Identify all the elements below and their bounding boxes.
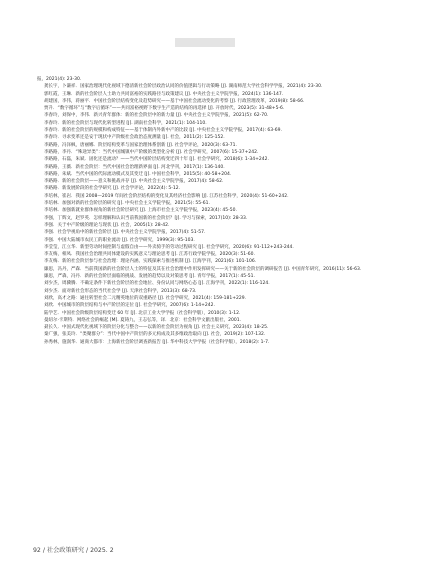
reference-list <box>37 76 390 346</box>
reference-item: 孙秀林，施润华．通商大都市：上海新社会阶层调查新报告 [J]. 华中科技大学学报（社会科学版），2018(2): 1-7. <box>44 339 270 345</box>
reference-item: 李路路，朱斌．当代中国的代际流动模式及其变迁 [J]. 中国社会科学，2015(5): 40-58+204. <box>44 171 232 177</box>
journal-issue: 2025. 2 <box>90 547 114 554</box>
reference-item: 陆学艺．中国社会阶级阶层结构变迁 60 年 [J]. 北京工业大学学报（社会科学版），2010(3): 1-12. <box>44 310 241 316</box>
reference-item: 聂长久．中国式现代化视域下的阶层分化与整合——以新的社会阶层为视角 [J]. 社会主义研究，2023(4): 18-25. <box>44 325 269 331</box>
reference-item: 胡建国，李伟，蒋丽平．中国社会阶层结构变化及趋势研究——基于中国社会流动变化的考察 [J]. 行政管理改革，2019(8): 58-66. <box>44 98 305 104</box>
reference-item: 李路路．新发展阶段的社会学研究 [J]. 社会学评论，2022(4): 5-12. <box>44 186 181 192</box>
page-footer <box>33 545 114 554</box>
reference-item: 刘少杰．面对新社会形态的当代社会学 [J]. 天津社会科学，2013(3): 68-73. <box>44 288 197 294</box>
reference-item: 报，2021(4): 23-30. <box>37 77 82 82</box>
reference-item: 李春玲．新的社会阶层与现代化转型进程 [J]. 湖南社会科学，2021(1): 104-110. <box>44 120 207 126</box>
reference-item: 秦广强，张美玲．“类聚群分”：当代中国中产阶层的多元构成及其多维政治取向 [J]. 社会，2019(2): 107-132. <box>44 332 266 338</box>
reference-item: 李培林．加强对新的社会阶层的研究 [J]. 中央社会主义学院学报，2021(5): 55-61. <box>44 201 210 207</box>
reference-item: 李路路，王薇．新社会阶层：当代中国社会治理新界面 [J]. 河北学刊，2017(1): 136-140. <box>44 164 225 170</box>
reference-item: 李春玲．新的社会阶层的规模和构成特征——基于体制内外新中产的比较 [J]. 中央社会主义学院学报，2017(4): 63-69. <box>44 128 282 134</box>
footer-separator: / <box>86 547 91 554</box>
references-section <box>37 76 390 346</box>
reference-item: 李强．社会学视角中的新社会阶层 [J]. 中央社会主义学院学报，2017(4): 51-57. <box>44 230 206 236</box>
reference-item: 李强，丁辉文，赵罗英．怎样理解和认识当前我国新的社会阶层？[J]. 学习与探索，2017(10): 28-33. <box>44 215 248 221</box>
reference-item: 李友梅．新的社会阶层参与社会治理：理论内涵、实践探索与推进机制 [J]. 江海学刊，2021(6): 101-106. <box>44 259 257 265</box>
reference-item: 李培林．加强新就业群体视角的新社会阶层研究 [J]. 上海市社会主义学院学报，2023(4): 45-50. <box>44 208 237 214</box>
page-number: 92 <box>33 547 41 554</box>
reference-item: 郭红霞，王琳．新的社会阶层人士助力共同富裕的实践路径与政策建议 [J]. 中央社会主义学院学报，2024(1): 136-147. <box>44 91 284 97</box>
reference-item: 廉思，冯丹，严森．当前我国新的社会阶层人士的特征及其在社会治理中作用发挥研究——关于新的社会阶层的调研报告 [J]. 中国青年研究，2016(11): 56-63. <box>44 266 362 272</box>
reference-item: 曼纽尔·卡斯特．网络社会的崛起 [M]. 夏铸九，王志弘等，译．北京：社会科学文献出版社，2001. <box>44 317 241 323</box>
reference-item: 李培林，崔岩．我国 2008—2019 年间社会阶层结构的变化及其经济社会影响 [J]. 江苏社会科学，2020(4): 51-60+242. <box>44 193 289 199</box>
reference-item: 李莹莹，江立华．新型劳动时间控制与虚假自由——外卖骑手的劳动过程研究 [J]. 社会学研究，2020(6): 91-112+243-244. <box>44 244 294 250</box>
reference-item: 刘欣．中国城市的阶层结构与中产阶层的定位 [J]. 社会学研究，2007(6): 1-14+242. <box>44 303 215 309</box>
header-bar <box>175 38 235 47</box>
reference-item: 李路路．新的社会阶层——意义和挑战并存 [J]. 中央社会主义学院学报，2017(4): 58-62. <box>44 179 224 185</box>
reference-item: 李强．关于中产阶级的理论与现状 [J]. 社会，2005(1): 28-42. <box>44 222 170 228</box>
reference-item: 刘欣，高才之路：通往转型社会二元精英地位的双重路径 [J]. 社会学研究，2021(4): 159-181+229. <box>44 295 246 301</box>
reference-item: 李春玲，刘保中，李伟．新兴青年群体：新的社会阶层中的新力量 [J]. 中央社会主义学院学报，2021(5): 62-70. <box>44 113 269 119</box>
reference-item: 李路路，冯泽枫，唐丽娜．阶层结构变革与国家治理体系创新 [J]. 社会学评论，2020(3): 63-71. <box>44 142 237 148</box>
reference-item: 李路路，石磊，朱斌．固化还是流动？——当代中国阶层结构变迁四十年 [J]. 社会学研究，2018(6): 1-34+242. <box>44 157 269 163</box>
reference-item: 龚长宇，卜谦祥．国家治理现代化视域下德清新社会阶层政治认同的价值逻辑与行动策略 [J]. 湖南师范大学社会科学学报，2021(4): 23-30. <box>44 84 323 90</box>
reference-item: 廉思，严森，冯丹．新的社会阶层面临的挑战、发展的趋势以及对策思考 [J]. 青年学报，2017(1): 45-51. <box>44 274 255 280</box>
reference-item: 李友梅，相凤．我国社会治理共同体建设的实践意义与理论思考 [J]. 江苏行政学院学报，2020(3): 51-60. <box>44 252 255 258</box>
footer-separator: / <box>42 547 47 554</box>
journal-name: 社会政策研究 <box>46 547 85 554</box>
reference-item: 刘少杰，周骥腾．不确定条件下新社会阶层的社会地位、身份认同与网络心态 [J]. 江海学刊，2022(1): 116-124. <box>44 281 270 287</box>
reference-item: 李强．中国大陆城市农民工的职业流动 [J]. 社会学研究，1999(3): 95-103. <box>44 237 195 243</box>
reference-item: 李路路，李丹．“殊途异类”：当代中国城镇中产阶级的类型化分析 [J]. 社会学研究，2007(6): 15-37+242. <box>44 149 259 155</box>
reference-item: 李春玲．寻求变革还是安于现状中产阶级社会政治态度测量 [J]. 社会，2011(2): 125-152. <box>44 135 225 141</box>
reference-item: 贾升．“数字循环”与“数字后循环”——共同富裕视野下数字生产造的结构的再选择 [J]. 开放时代，2023(5): 31-48+5-6. <box>44 106 285 112</box>
